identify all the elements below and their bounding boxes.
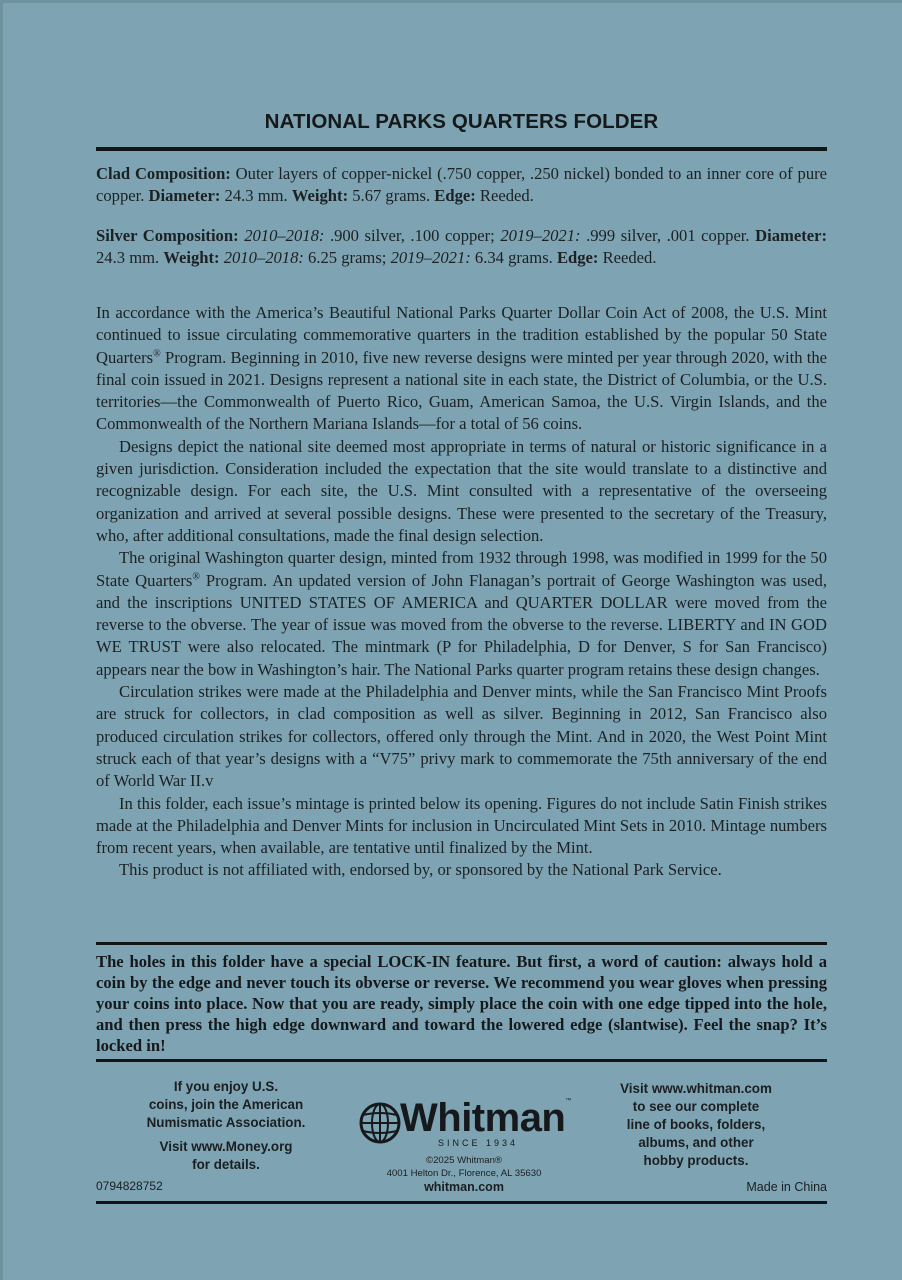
whitman-wordmark: Whitman xyxy=(400,1096,566,1140)
silver-weight-1: 6.25 grams; xyxy=(303,248,391,268)
body-paragraph-2: Designs depict the national site deemed most appropriate in terms of natural or historic significance in a given jurisdiction. Consideration included the expectation that the site would translate to a distinctive and recognizable design. For each site, the U.S. Mint consulted with a representative of the overseeing organization and arrived at several possible designs. These were presented to the secretary of the Treasury, who, after additional consultations, made the final design selection. xyxy=(96,436,827,545)
made-in-china: Made in China xyxy=(746,1180,827,1194)
body-p3-part-b: Program. An updated version of John Flanagan’s portrait of George Washington was used, and the inscriptions UNITED STATES OF AMERICA and QUARTER DOLLAR were moved from the reverse to the obverse. The year of issue was moved from the obverse to the reverse. LIBERTY and IN GOD WE TRUST were also relocated. The mintmark (P for Philadelphia, D for Denver, S for San Francisco) appears near the bow in Washington’s hair. The National Parks quarter program retains these design changes. xyxy=(96,570,827,679)
silver-years-2: 2019–2021: xyxy=(500,226,581,245)
silver-comp-1: .900 silver, .100 copper; xyxy=(324,226,501,245)
whitman-promo-line-5: hobby products. xyxy=(643,1153,749,1168)
whitman-promo xyxy=(591,1080,801,1170)
globe-icon xyxy=(358,1101,402,1145)
address: 4001 Helton Dr., Florence, AL 35630 xyxy=(386,1168,542,1179)
silver-edge: Reeded. xyxy=(598,248,657,268)
body-paragraph-3 xyxy=(96,547,827,681)
whitman-promo-line-1: Visit www.whitman.com xyxy=(620,1081,772,1096)
caution-rule-bottom xyxy=(96,1059,827,1062)
silver-weight-2: 6.34 grams. xyxy=(470,248,557,268)
title-rule xyxy=(96,147,827,151)
body-p3-part-a: The original Washington quarter design, minted from 1932 through 1998, was modified in 1999 for the 50 State Quarters xyxy=(96,548,827,590)
ana-details-line: for details. xyxy=(192,1157,260,1172)
silver-composition-spec xyxy=(96,225,827,270)
silver-comp-2: .999 silver, .001 copper. xyxy=(580,226,756,245)
trademark-mark: ™ xyxy=(565,1098,572,1104)
clad-edge-label: Edge: xyxy=(434,186,476,206)
body-paragraph-6: This product is not affiliated with, endorsed by, or sponsored by the National Park Service. xyxy=(119,860,722,880)
body-p1-part-a: In accordance with the America’s Beautiful National Parks Quarter Dollar Coin Act of 2008, the U.S. Mint continued to issue circulating commemorative quarters in the tradition established by the popular 50 State Quarters xyxy=(96,303,827,367)
ana-line-2: coins, join the American xyxy=(148,1097,304,1112)
whitman-promo-line-4: albums, and other xyxy=(638,1135,754,1150)
body-paragraph-1 xyxy=(96,302,827,436)
silver-weight-years-2: 2019–2021: xyxy=(390,248,471,268)
whitman-site: whitman.com xyxy=(424,1180,504,1194)
registered-mark: ® xyxy=(153,348,161,360)
clad-diameter: 24.3 mm. xyxy=(220,186,292,206)
caution-rule-top xyxy=(96,942,827,945)
body-text xyxy=(96,302,827,882)
clad-text: Outer layers of copper-nickel (.750 copper, .250 nickel) bonded to an inner core of pure copper. xyxy=(96,164,828,206)
silver-years-1: 2010–2018: xyxy=(244,226,325,245)
ana-promo xyxy=(126,1078,326,1174)
silver-diameter-label: Diameter: xyxy=(755,226,827,245)
whitman-promo-line-2: to see our complete xyxy=(632,1099,760,1114)
ana-line-1: If you enjoy U.S. xyxy=(173,1079,279,1094)
whitman-promo-line-3: line of books, folders, xyxy=(626,1117,766,1132)
silver-diameter: 24.3 mm. xyxy=(96,248,164,268)
barcode-number: 0794828752 xyxy=(96,1179,163,1193)
body-p1-part-b: Program. Beginning in 2010, five new reverse designs were minted per year through 2020, with the final coin issued in 2021. Designs represent a national site in each state, the District of Columbia, or the U.S. territories—the Commonwealth of Puerto Rico, Guam, American Samoa, the U.S. Virgin Islands, and the Commonwealth of the Northern Mariana Islands—for a total of 56 coins. xyxy=(96,347,827,434)
since-1934: SINCE 1934 xyxy=(438,1138,519,1148)
body-paragraph-4: Circulation strikes were made at the Philadelphia and Denver mints, while the San Francisco Mint Proofs are struck for collectors, in clad composition as well as silver. Beginning in 2012, San Francisco also produced circulation strikes for collectors, offered only through the Mint. And in 2020, the West Point Mint struck each of that year’s designs with a “V75” privy mark to commemorate the 75th anniversary of the end of World War II.v xyxy=(96,682,827,791)
silver-edge-label: Edge: xyxy=(556,248,599,268)
silver-label: Silver Composition: xyxy=(96,226,239,245)
registered-mark: ® xyxy=(192,571,200,583)
lock-in-caution: The holes in this folder have a special LOCK-IN feature. But first, a word of caution: always hold a coin by the edge and never touch its obverse or reverse. We recommend you wear gloves when pressing your coins into place. Now that you are ready, simply place the coin with one edge tipped into the hole, and then press the high edge downward and toward the lowered edge (slantwise). Feel the snap? It’s locked in! xyxy=(96,952,827,1055)
clad-diameter-label: Diameter: xyxy=(148,186,221,206)
page-edge-left xyxy=(0,0,3,1280)
copyright: ©2025 Whitman® xyxy=(426,1155,502,1166)
silver-weight-label: Weight: xyxy=(163,248,220,268)
silver-weight-years-1: 2010–2018: xyxy=(223,248,304,268)
ana-link-line: Visit www.Money.org xyxy=(159,1139,293,1154)
clad-label: Clad Composition: xyxy=(96,164,231,183)
clad-composition-spec xyxy=(96,163,827,208)
ana-line-3: Numismatic Association. xyxy=(146,1115,306,1130)
clad-weight: 5.67 grams. xyxy=(348,186,435,206)
page-edge-top xyxy=(0,0,902,3)
clad-weight-label: Weight: xyxy=(291,186,349,206)
clad-edge: Reeded. xyxy=(475,186,534,206)
body-paragraph-5: In this folder, each issue’s mintage is printed below its opening. Figures do not include Satin Finish strikes made at the Philadelphia and Denver Mints for inclusion in Uncirculated Mint Sets in 2010. Mintage numbers from recent years, when available, are tentative until finalized by the Mint. xyxy=(96,793,827,858)
page-title: NATIONAL PARKS QUARTERS FOLDER xyxy=(264,110,659,133)
footer-rule xyxy=(96,1201,827,1204)
